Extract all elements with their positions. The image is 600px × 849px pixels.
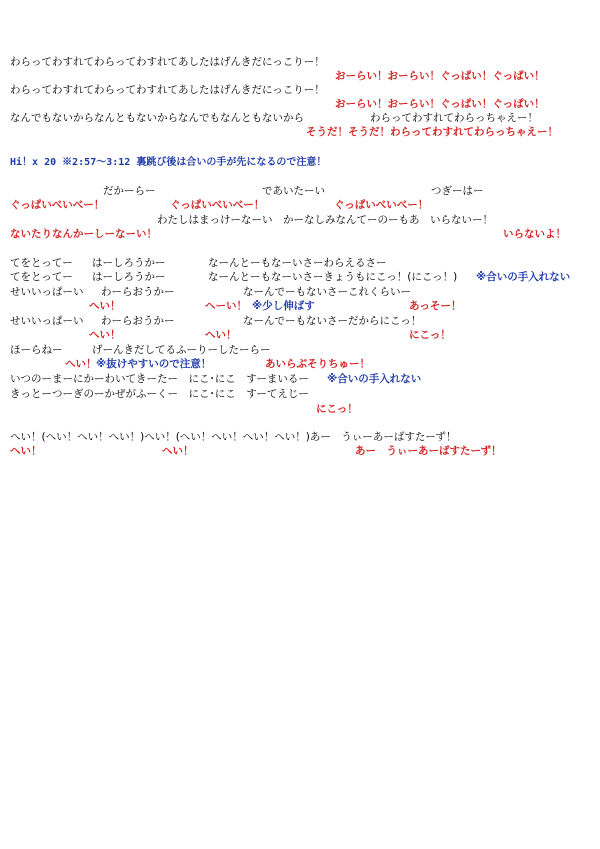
note-line: ※少し伸ばす xyxy=(252,300,315,312)
lyric-line: へい！(へい！へい！へい！)へい！(へい！へい！へい！へい！)あー うぃーあーばすたーず！ xyxy=(10,431,457,443)
call-line: あいらぶそりちゅー！ xyxy=(265,358,370,370)
call-line: おーらい！おーらい！ぐっぱい！ぐっぱい！ xyxy=(335,70,545,82)
lyric-line: いつのーまーにかーわいてきーたー にこ･にこ すーまいるー xyxy=(10,373,309,385)
lyric-line: わらってわすれてわらってわすれてあしたはげんきだにっこりー！ xyxy=(10,84,325,96)
call-line: にこっ！ xyxy=(316,403,358,415)
lyric-line: わたしはまっけーなーい かーなしみなんてーのーもあ いらないー！ xyxy=(157,214,493,226)
lyric-line: なーんでーもないさーだからにこっ！ xyxy=(243,315,422,327)
lyric-line: はーしろうかー xyxy=(92,271,166,283)
lyric-line: はーしろうかー xyxy=(92,257,166,269)
lyric-line: げーんきだしてるふーりーしたーらー xyxy=(92,344,271,356)
lyric-line: きっとーつーぎのーかぜがふーくー にこ･にこ すーてえじー xyxy=(10,388,309,400)
lyric-line: わらってわすれてわらってわすれてあしたはげんきだにっこりー！ xyxy=(10,56,325,68)
call-line: いらないよ！ xyxy=(503,228,566,240)
lyric-line: なーんでーもないさーこれくらいー xyxy=(243,286,411,298)
call-line: へい！ xyxy=(89,300,121,312)
lyric-line: てをとってー xyxy=(10,271,73,283)
lyric-line: なんでもないからなんともないからなんでもなんともないから xyxy=(10,112,304,124)
call-line: へい！ xyxy=(205,329,237,341)
lyric-line: つぎーはー xyxy=(431,185,484,197)
call-line: へい！ xyxy=(10,445,42,457)
call-line: へーい！ xyxy=(205,300,247,312)
lyric-line: てをとってー xyxy=(10,257,73,269)
note-line: Hi！x 20 ※2:57～3:12 裏跳び後は合いの手が先になるので注意！ xyxy=(10,157,327,168)
note-line: ※抜けやすいので注意！ xyxy=(96,358,212,370)
note-line: ※合いの手入れない xyxy=(327,373,422,385)
call-line: へい！ xyxy=(89,329,121,341)
lyric-line: なーんとーもなーいさーわらえるさー xyxy=(208,257,387,269)
note-line: ※合いの手入れない xyxy=(476,271,571,283)
call-line: へい！ xyxy=(162,445,194,457)
lyric-line: わらってわすれてわらっちゃえー！ xyxy=(370,112,538,124)
call-line: ぐっぱいべいべー！ xyxy=(334,199,429,211)
lyric-line: わーらおうかー xyxy=(101,315,175,327)
lyric-line: だかーらー xyxy=(103,185,156,197)
call-line: おーらい！おーらい！ぐっぱい！ぐっぱい！ xyxy=(335,98,545,110)
call-line: へい！ xyxy=(65,358,97,370)
call-line: あー うぃーあーばすたーず！ xyxy=(355,445,502,457)
lyric-line: ほーらねー xyxy=(10,344,63,356)
call-line: ぐっぱいべいべー！ xyxy=(10,199,105,211)
call-line: そうだ！そうだ！わらってわすれてわらっちゃえー！ xyxy=(306,126,558,138)
call-line: ぐっぱいべいべー！ xyxy=(170,199,265,211)
lyric-line: わーらおうかー xyxy=(101,286,175,298)
lyric-line: せいいっぱーい xyxy=(10,286,84,298)
lyric-line: であいたーい xyxy=(262,185,325,197)
call-line: にこっ！ xyxy=(409,329,451,341)
lyric-line: せいいっぱーい xyxy=(10,315,84,327)
call-line: ないたりなんかーしーなーい！ xyxy=(10,228,157,240)
lyric-line: なーんとーもなーいさーきょうもにこっ！(にこっ！) xyxy=(208,271,458,283)
call-line: あっそー！ xyxy=(409,300,462,312)
